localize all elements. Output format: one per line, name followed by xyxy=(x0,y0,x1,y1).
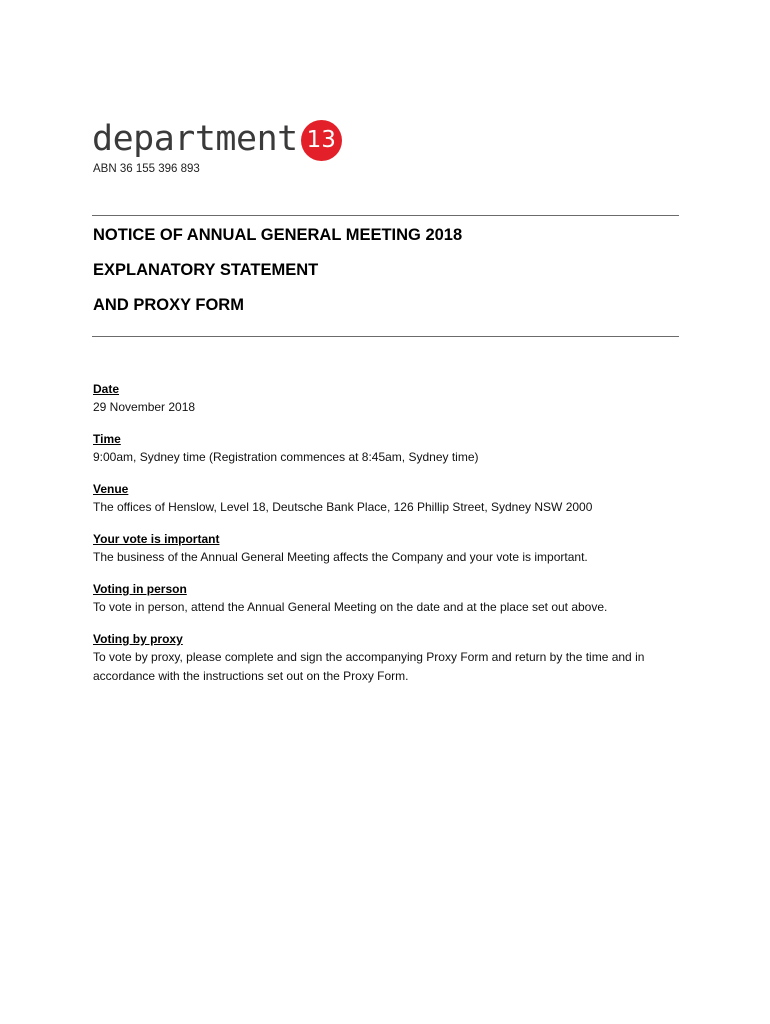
section-heading: Your vote is important xyxy=(93,532,220,546)
section-heading: Date xyxy=(93,382,120,396)
title-notice: NOTICE OF ANNUAL GENERAL MEETING 2018 xyxy=(93,226,463,244)
section-body: The offices of Henslow, Level 18, Deutsche Bank Place, 126 Phillip Street, Sydney NSW 2000 xyxy=(93,500,593,514)
section-heading: Time xyxy=(93,432,121,446)
section-heading: Venue xyxy=(93,482,129,496)
section-vote-important xyxy=(93,530,683,567)
title-explanatory: EXPLANATORY STATEMENT xyxy=(93,261,319,279)
section-venue xyxy=(93,480,683,517)
meeting-details xyxy=(93,380,683,699)
section-body: To vote in person, attend the Annual General Meeting on the date and at the place set out above. xyxy=(93,600,608,614)
section-voting-by-proxy xyxy=(93,630,683,686)
section-heading: Voting by proxy xyxy=(93,632,183,646)
abn-number: ABN 36 155 396 893 xyxy=(93,163,200,175)
logo-badge: 13 xyxy=(301,120,342,161)
section-heading: Voting in person xyxy=(93,582,187,596)
divider-top xyxy=(92,215,679,216)
section-body: To vote by proxy, please complete and sign the accompanying Proxy Form and return by the time and in accordance with the instructions set out on the Proxy Form. xyxy=(93,650,645,683)
section-voting-in-person xyxy=(93,580,683,617)
section-body: 29 November 2018 xyxy=(93,400,196,414)
section-body: The business of the Annual General Meeting affects the Company and your vote is important. xyxy=(93,550,588,564)
section-date xyxy=(93,380,683,417)
logo-wordmark: department xyxy=(92,119,298,159)
section-body: 9:00am, Sydney time (Registration commences at 8:45am, Sydney time) xyxy=(93,450,479,464)
company-logo xyxy=(92,116,342,162)
title-proxy-form: AND PROXY FORM xyxy=(93,296,244,314)
section-time xyxy=(93,430,683,467)
divider-bottom xyxy=(92,336,679,337)
